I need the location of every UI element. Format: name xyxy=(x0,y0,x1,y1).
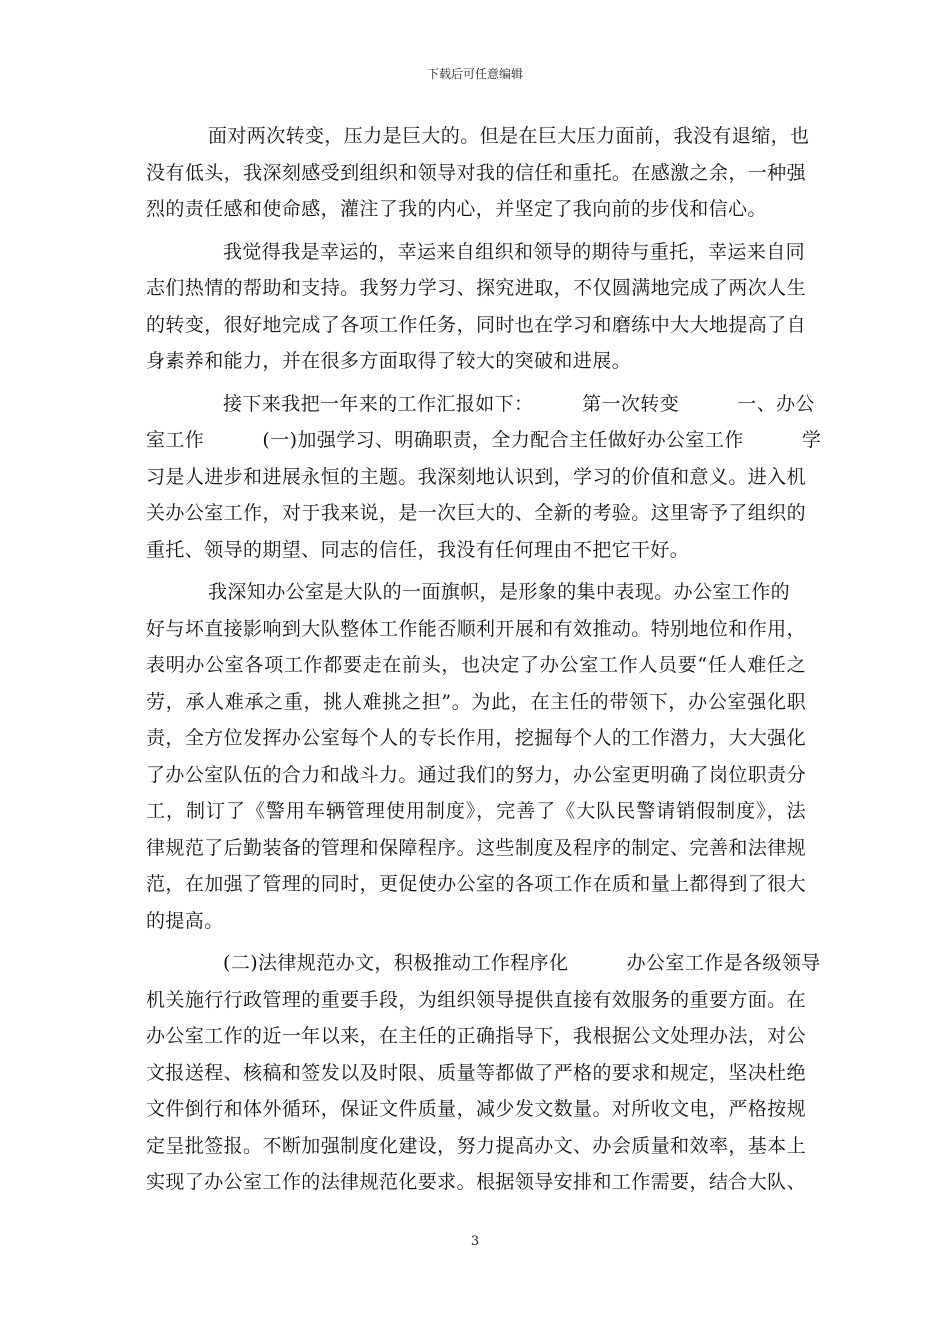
paragraph-line: 室工作 (一)加强学习、明确职责，全力配合主任做好办公室工作 学 xyxy=(146,429,822,451)
paragraph-line: 定呈批签报。不断加强制度化建设，努力提高办文、办会质量和效率，基本上 xyxy=(146,1134,806,1157)
paragraph-line: 劳，承人难承之重，挑人难挑之担”。为此，在主任的带领下，办公室强化职 xyxy=(146,690,806,713)
paragraph-line: (二)法律规范办文，积极推动工作程序化 办公室工作是各级领导 xyxy=(223,952,821,974)
paragraph-line: 范，在加强了管理的同时，更促使办公室的各项工作在质和量上都得到了很大 xyxy=(146,873,806,895)
paragraph-line: 的提高。 xyxy=(146,909,224,932)
paragraph-line: 关办公室工作，对于我来说，是一次巨大的、全新的考验。这里寄予了组织的 xyxy=(146,502,806,524)
paragraph-1 xyxy=(146,118,810,228)
paragraph-line: 机关施行行政管理的重要手段，为组织领导提供直接有效服务的重要方面。在 xyxy=(146,988,806,1011)
paragraph-line: 习是人进步和进展永恒的主题。我深刻地认识到，学习的价值和意义。进入机 xyxy=(146,465,806,488)
paragraph-line: 我深知办公室是大队的一面旗帜，是形象的集中表现。办公室工作的 xyxy=(208,581,791,603)
paragraph-4 xyxy=(146,574,806,939)
document-body xyxy=(146,118,822,1201)
paragraph-line: 接下来我把一年来的工作汇报如下： 第一次转变 一、办公 xyxy=(223,392,815,415)
paragraph-line: 身素养和能力，并在很多方面取得了较大的突破和进展。 xyxy=(146,350,632,372)
paragraph-line: 我觉得我是幸运的，幸运来自组织和领导的期待与重托，幸运来自同 xyxy=(223,240,806,263)
paragraph-line: 工，制订了《警用车辆管理使用制度》，完善了《大队民警请销假制度》，法 xyxy=(146,800,806,822)
paragraph-line: 重托、领导的期望、同志的信任，我没有任何理由不把它干好。 xyxy=(146,538,690,561)
paragraph-line: 责，全方位发挥办公室每个人的专长作用，挖掘每个人的工作潜力，大大强化 xyxy=(146,727,806,749)
paragraph-line: 律规范了后勤装备的管理和保障程序。这些制度及程序的制定、完善和法律规 xyxy=(146,836,806,859)
page-number: 3 xyxy=(470,1234,480,1249)
paragraph-line: 没有低头，我深刻感受到组织和领导对我的信任和重托。在感激之余，一种强 xyxy=(146,161,806,184)
paragraph-5 xyxy=(146,945,821,1201)
paragraph-line: 了办公室队伍的合力和战斗力。通过我们的努力，办公室更明确了岗位职责分 xyxy=(146,763,806,786)
paragraph-line: 文件倒行和体外循环，保证文件质量，减少发文数量。对所收文电，严格按规 xyxy=(146,1098,806,1120)
paragraph-line: 面对两次转变，压力是巨大的。但是在巨大压力面前，我没有退缩，也 xyxy=(208,125,810,147)
paragraph-line: 文报送程、核稿和签发以及时限、质量等都做了严格的要求和规定，坚决杜绝 xyxy=(146,1061,806,1084)
paragraph-line: 的转变，很好地完成了各项工作任务，同时也在学习和磨练中大大地提高了自 xyxy=(146,313,806,336)
paragraph-line: 志们热情的帮助和支持。我努力学习、探究进取，不仅圆满地完成了两次人生 xyxy=(146,277,806,299)
paragraph-line: 好与坏直接影响到大队整体工作能否顺利开展和有效推动。特别地位和作用， xyxy=(146,617,806,640)
paragraph-line: 办公室工作的近一年以来，在主任的正确指导下，我根据公文处理办法，对公 xyxy=(146,1025,806,1047)
paragraph-2 xyxy=(146,234,806,380)
paragraph-line: 表明办公室各项工作都要走在前头，也决定了办公室工作人员要“任人难任之 xyxy=(146,654,806,676)
page-header: 下载后可任意编辑 xyxy=(426,67,523,81)
paragraph-line: 实现了办公室工作的法律规范化要求。根据领导安排和工作需要，结合大队、 xyxy=(146,1171,806,1193)
paragraph-line: 烈的责任感和使命感，灌注了我的内心，并坚定了我向前的步伐和信心。 xyxy=(146,198,767,220)
paragraph-3 xyxy=(146,386,822,569)
